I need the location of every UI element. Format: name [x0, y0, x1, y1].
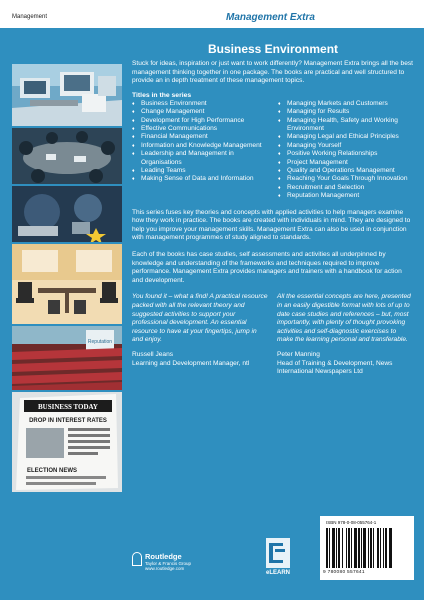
testimonials	[132, 293, 414, 376]
title-item: ♦ Reputation Management	[278, 192, 414, 200]
testimonial-attribution	[277, 351, 414, 377]
barcode-icon	[326, 528, 408, 568]
testimonial-role: Learning and Development Manager, ntl	[132, 359, 250, 367]
testimonial-name: Russell Jeans	[132, 350, 174, 358]
testimonial-name: Peter Manning	[277, 350, 320, 358]
newspaper-headline: DROP IN INTEREST RATES	[29, 418, 107, 424]
title-item: ♦ Development for High Performance	[132, 117, 268, 125]
photo-meeting-table	[12, 128, 122, 184]
title-item: ♦ Managing Markets and Customers	[278, 100, 414, 108]
reputation-caption: Reputation	[87, 339, 113, 345]
publisher-group: Taylor & Francis Group	[145, 561, 192, 566]
series-name: Management Extra	[226, 12, 315, 23]
title-item: ♦ Reaching Your Goals Through Innovation	[278, 175, 414, 183]
title-item: ♦ Managing Yourself	[278, 142, 414, 150]
newspaper-masthead: BUSINESS TODAY	[38, 403, 98, 411]
title-item: ♦ Managing Legal and Ethical Principles	[278, 133, 414, 141]
testimonial-attribution	[132, 351, 269, 368]
photo-strip	[12, 64, 122, 574]
publisher-url: www.routledge.com	[145, 566, 185, 571]
testimonial-right	[277, 293, 414, 376]
testimonial-role: Head of Training & Development, News International Newspapers Ltd	[277, 359, 393, 376]
footer	[132, 516, 414, 590]
book-title: Business Environment	[207, 42, 339, 56]
titles-column-left	[132, 100, 268, 201]
publisher-logo	[132, 552, 191, 571]
top-bar	[0, 0, 424, 28]
testimonial-text: All the essential concepts are here, presented in an easily digestible format with lots of up to date case studies and references – but, most importantly, with plenty of thought provoking activities and self-diagnostic exercises to make the learning personal and transferable.	[277, 293, 411, 344]
elearn-logo	[263, 538, 293, 576]
titles-column-right	[278, 100, 414, 201]
title-item: ♦ Managing for Results	[278, 108, 414, 116]
title-item: ♦ Financial Management	[132, 133, 268, 141]
elearn-e-icon	[266, 538, 290, 568]
category-label: Management	[12, 14, 48, 20]
title-item: ♦ Change Management	[132, 108, 268, 116]
photo-office-chairs	[12, 244, 122, 324]
title-item: ♦ Quality and Operations Management	[278, 167, 414, 175]
testimonial-left	[132, 293, 269, 376]
features-description: Each of the books has case studies, self assessments and activities all underpinned by knowledge and understanding of the frameworks and techniques required to improve performance. Management Extra provides managers and trainers with a handbook for action and development.	[132, 251, 402, 284]
title-item: ♦ Leading Teams	[132, 167, 268, 175]
photo-newspaper	[12, 392, 122, 492]
series-description: This series fuses key theories and concepts with applied activities to help managers examine how they work in practice. The books are created with individuals in mind. They are designed to help you improve your management skills. Management Extra can also be used in conjunction with management programmes of study aligned to standards.	[132, 208, 411, 242]
title-item: ♦ Leadership and Management in Organisations	[132, 150, 268, 167]
title-item: ♦ Information and Knowledge Management	[132, 142, 268, 150]
main-content	[132, 42, 414, 377]
photo-lecture-hall	[12, 326, 122, 390]
title-item: ♦ Positive Working Relationships	[278, 150, 414, 158]
isbn-text: ISBN 978-0-08-055764-1	[326, 520, 377, 525]
title-item: ♦ Recruitment and Selection	[278, 184, 414, 192]
publisher-name: Routledge	[145, 552, 182, 561]
titles-heading: Titles in the series	[132, 91, 192, 99]
title-item: ♦ Effective Communications	[132, 125, 268, 133]
title-item: ♦ Managing Health, Safety and Working Environment	[278, 117, 414, 134]
photo-innovation-collage	[12, 186, 122, 242]
elearn-label: eLEARN	[265, 570, 290, 576]
barcode-box	[320, 516, 414, 580]
testimonial-text: You found it – what a find! A practical resource packed with all the relevant theory and suggested activities to support your professional development. An essential resource to have at your fingertips, jump in and enjoy.	[132, 293, 268, 344]
barcode-number: 9 780080 557641	[323, 570, 365, 575]
title-item: ♦ Project Management	[278, 159, 414, 167]
newspaper-subhead: ELECTION NEWS	[26, 468, 78, 474]
titles-list	[132, 100, 414, 201]
photo-office-desks	[12, 64, 122, 126]
title-item: ♦ Making Sense of Data and Information	[132, 175, 268, 183]
intro-paragraph: Stuck for ideas, inspiration or just want to work differently? Management Extra brings all the best management thinking together in one package. The books are practical and well structured to provide an in depth treatment of these management topics.	[132, 60, 413, 85]
routledge-arch-icon	[132, 552, 142, 566]
title-item: ♦ Business Environment	[132, 100, 268, 108]
